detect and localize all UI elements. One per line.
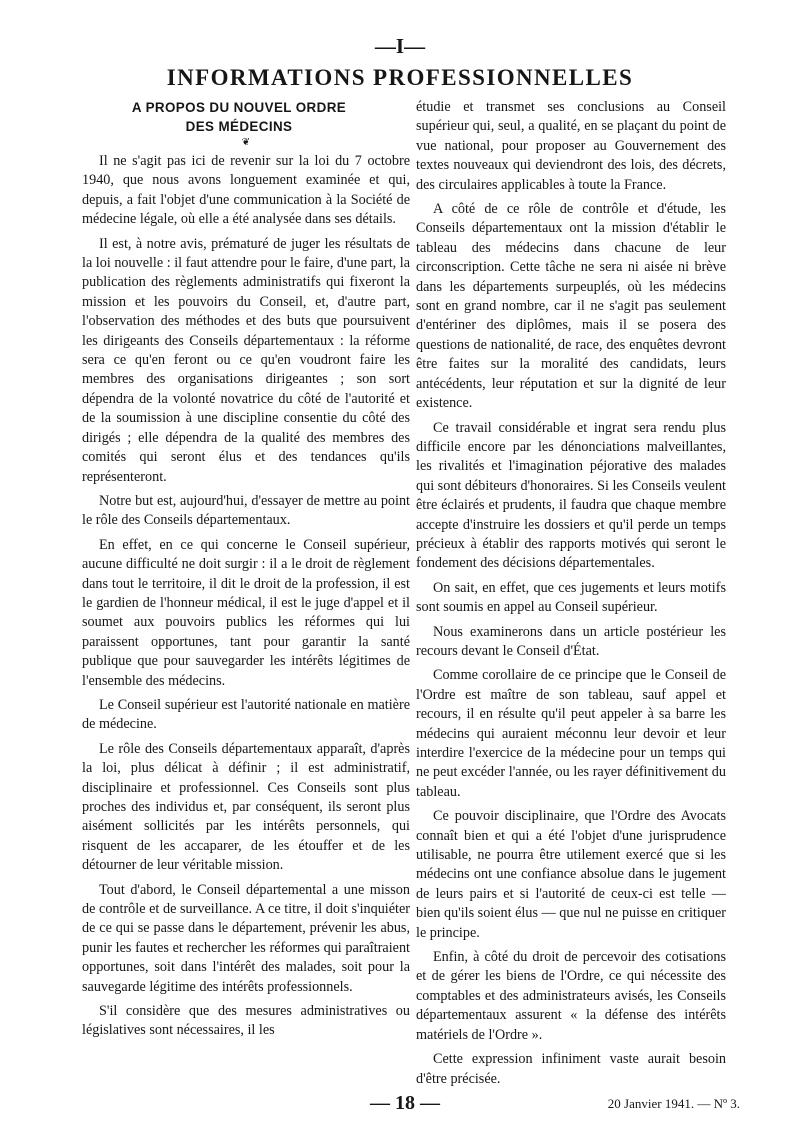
article-subtitle-line2: DES MÉDECINS [185,119,293,134]
paragraph: Notre but est, aujourd'hui, d'essayer de mettre au point le rôle des Conseils départementaux. [82,492,410,529]
right-column [416,98,726,1094]
paragraph: En effet, en ce qui concerne le Conseil supérieur, aucune difficulté ne doit surgir : il a le droit de règlement dans tout le territoire, il dit le droit de la profession, il est le gardien de l'honneur médical, il est le juge d'appel et il soumet aux pouvoirs publics les réformes qui lui paraissent opportunes, tant pour garantir la santé publique que pour sauvegarder les intérêts légitimes de l'ensemble des médecins. [82,536,410,689]
issue-date: 20 Janvier 1941. — Nº 3. [607,1096,740,1111]
paragraph: Le Conseil supérieur est l'autorité nationale en matière de médecine. [82,696,410,733]
paragraph: On sait, en effet, que ces jugements et leurs motifs sont soumis en appel au Conseil supérieur. [416,579,726,616]
paragraph-continued: étudie et transmet ses conclusions au Conseil supérieur qui, seul, a qualité, en se plaçant du point de vue national, pour proposer au Gouvernement des textes nouveaux qui deviendront des lois, des décrets, des circulaires applicables à toute la France. [416,99,726,193]
paragraph: Il ne s'agit pas ici de revenir sur la loi du 7 octobre 1940, que nous avons longuement examinée et qui, depuis, a fait l'objet d'une communication à la Société de médecine légale, où elle a été analysée dans ses détails. [82,153,410,228]
article-subtitle-line1: A PROPOS DU NOUVEL ORDRE [131,100,347,115]
paragraph: Comme corollaire de ce principe que le Conseil de l'Ordre est maître de son tableau, sauf appel et recours, il en résulte qu'il peut appeler à sa barre les médecins qui auraient méconnu leur devoir et leur interdire l'exercice de la médecine pour un temps qui ne peut excéder l'année, ou les rayer définitivement du tableau. [416,667,726,800]
paragraph: Tout d'abord, le Conseil départemental a une misson de contrôle et de surveillance. A ce titre, il doit s'inquiéter de ce qui se passe dans le département, prévenir les abus, punir les fautes et rechercher les réformes qui paraîtraient opportunes, soit dans l'intérêt des malades, soit pour la sauvegarde légitime des intérêts professionnels. [82,881,410,995]
left-column [82,98,410,1046]
paragraph: Ce travail considérable et ingrat sera rendu plus difficile encore par les dénonciations malveillantes, les rivalités et l'imagination péjorative des malades qui sont débiteurs d'honoraires. Si les Conseils veulent être éclairés et prudents, il faudra que chaque membre accepte d'instruire les dossiers et qu'il perde un temps précieux à établir des rapports motivés qui seront le fondement des décisions départementales. [416,419,726,572]
page-title: INFORMATIONS PROFESSIONNELLES [166,65,634,90]
page-number: — 18 — [370,1092,440,1114]
ornament-icon: ❦ [241,137,251,148]
paragraph: Cette expression infiniment vaste aurait besoin d'être précisée. [416,1051,726,1087]
folio: —Ι— [374,34,426,58]
paragraph: A côté de ce rôle de contrôle et d'étude, les Conseils départementaux ont la mission d'établir le tableau des médecins dans chacune de leur circonscription. Cette tâche ne sera ni aisée ni brève dans les départements surpeuplés, où les médecins sont en grand nombre, car il ne s'agit pas seulement d'entériner des diplômes, mais il se posera des questions de nationalité, de race, des enquêtes devront être faites sur la moralité des candidats, leurs antécédents, leur réputation et sur la dignité de leur existence. [416,201,726,412]
paragraph: Le rôle des Conseils départementaux apparaît, d'après la loi, plus délicat à définir ; il est administratif, disciplinaire et professionnel. Ces Conseils sont plus proches des individus et, par conséquent, ils seront plus aisément sollicités par les intérêts personnels, qui risquent de les accaparer, de les étouffer et de les détourner de leur véritable mission. [82,740,410,874]
paragraph: Nous examinerons dans un article postérieur les recours devant le Conseil d'État. [416,623,726,659]
paragraph: Il est, à notre avis, prématuré de juger les résultats de la loi nouvelle : il faut attendre pour le faire, d'une part, la publication des règlements administratifs qui fixeront la mission et les pouvoirs du Conseil, et, d'autre part, l'observation des méthodes et des buts que poursuivent les dirigeants des Conseils départementaux : la réforme sera ce qu'en feront ou ce qu'en voudront faire les membres des organisations dirigeantes ; son sort dépendra de la volonté novatrice du côté de l'autorité et de la soumission à une discipline consentie du côté des dirigés ; elle dépendra de la qualité des membres des comités qui seront élus et des tendances qu'ils représenteront. [82,235,410,485]
paragraph: Enfin, à côté du droit de percevoir des cotisations et de gérer les biens de l'Ordre, ce qui nécessite des comptables et des administrateurs avisés, les Conseils départementaux assurent « la défense des intérêts matériels de l'Ordre ». [416,949,726,1043]
paragraph: S'il considère que des mesures administratives ou législatives sont nécessaires, il les [82,1003,410,1039]
article-subtitle [82,98,410,136]
paragraph: Ce pouvoir disciplinaire, que l'Ordre des Avocats connaît bien et qui a été l'objet d'une jurisprudence utilisable, ne pourra être utilement exercé que si les médecins ont une confiance absolue dans le jugement de leurs pairs et si l'autorité de ceux-ci est telle — bien qu'ils soient élus — que nul ne puisse en critiquer le principe. [416,808,726,941]
